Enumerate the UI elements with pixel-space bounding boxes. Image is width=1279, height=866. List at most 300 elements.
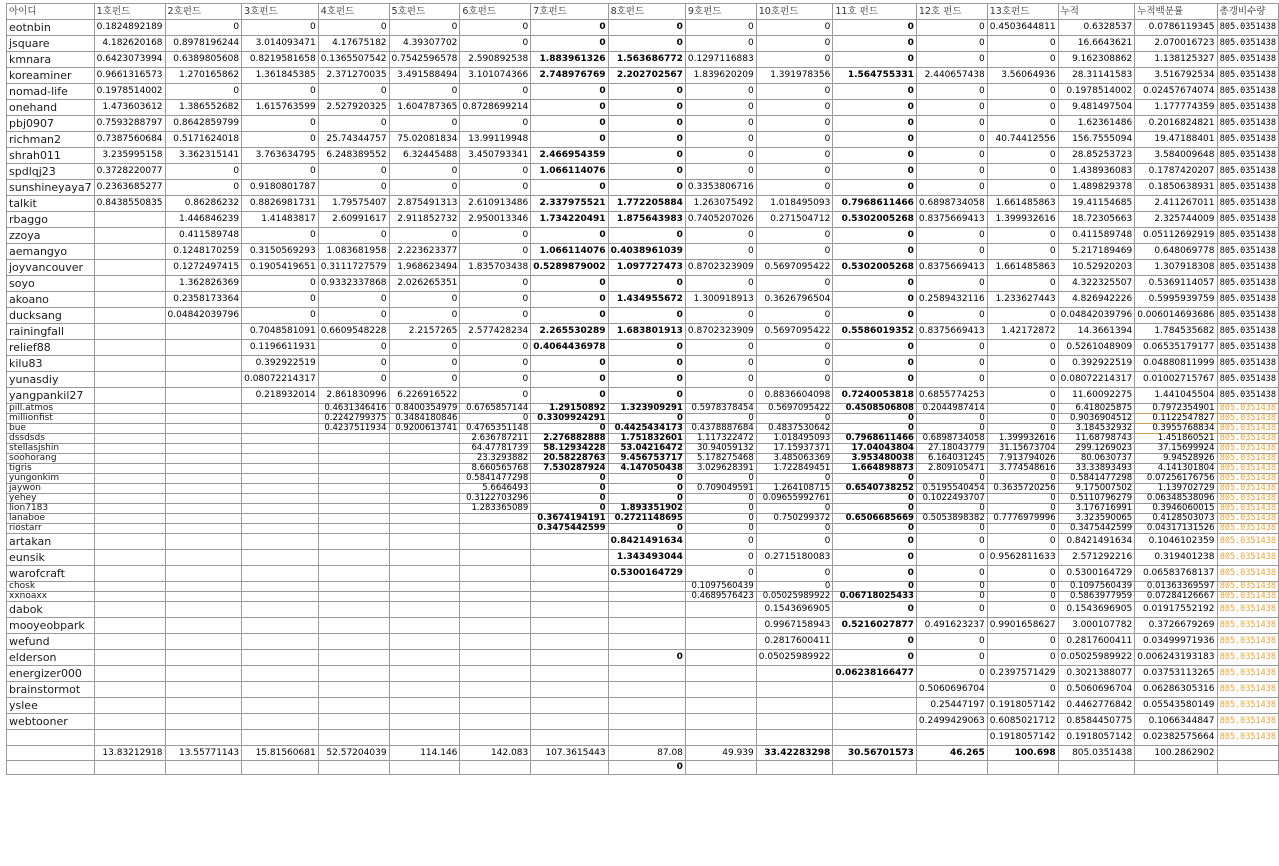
total-quantity-cell[interactable]: 805.0351438 (1217, 68, 1278, 84)
fund-value-cell[interactable]: 0 (531, 20, 608, 36)
fund-value-cell[interactable]: 0.5171624018 (165, 132, 242, 148)
fund-value-cell[interactable]: 0.5841477298 (460, 474, 531, 484)
fund-value-cell[interactable]: 7.530287924 (531, 464, 608, 474)
fund-value-cell[interactable]: 1.29150892 (531, 404, 608, 414)
user-id-cell[interactable]: rbaggo (7, 212, 95, 228)
total-quantity-cell[interactable]: 805.0351438 (1217, 414, 1278, 424)
fund-value-cell[interactable]: 0 (833, 308, 917, 324)
fund-value-cell[interactable]: 0.4378887684 (685, 424, 756, 434)
fund-value-cell[interactable] (94, 602, 165, 618)
total-quantity-cell[interactable]: 805.0351438 (1217, 388, 1278, 404)
user-id-cell[interactable]: koreaminer (7, 68, 95, 84)
fund-value-cell[interactable] (318, 474, 389, 484)
user-id-cell[interactable]: stellasjshin (7, 444, 95, 454)
fund-value-cell[interactable]: 0 (318, 292, 389, 308)
fund-value-cell[interactable]: 0 (531, 36, 608, 52)
cumulative-cell[interactable]: 0.411589748 (1058, 228, 1135, 244)
total-quantity-cell[interactable]: 805.0351438 (1217, 434, 1278, 444)
cumulative-percent-cell[interactable]: 4.141301804 (1135, 464, 1217, 474)
fund-value-cell[interactable]: 1.683801913 (608, 324, 685, 340)
fund-value-cell[interactable]: 0 (460, 228, 531, 244)
fund-value-cell[interactable]: 0.8375669413 (916, 212, 987, 228)
fund-value-cell[interactable]: 0 (987, 164, 1058, 180)
cumulative-cell[interactable]: 0.1543696905 (1058, 602, 1135, 618)
fund-value-cell[interactable]: 0 (987, 388, 1058, 404)
fund-value-cell[interactable]: 30.94059132 (685, 444, 756, 454)
fund-value-cell[interactable]: 0 (389, 340, 460, 356)
fund-value-cell[interactable] (165, 414, 242, 424)
fund-value-cell[interactable] (389, 666, 460, 682)
fund-value-cell[interactable]: 1.018495093 (756, 196, 833, 212)
fund-value-cell[interactable]: 0 (531, 474, 608, 484)
fund-value-cell[interactable]: 0 (608, 132, 685, 148)
fund-value-cell[interactable] (608, 682, 685, 698)
total-quantity-cell[interactable]: 805.0351438 (1217, 494, 1278, 504)
fund-value-cell[interactable]: 0 (987, 244, 1058, 260)
fund-value-cell[interactable]: 1.661485863 (987, 196, 1058, 212)
total-quantity-cell[interactable]: 805.0351438 (1217, 356, 1278, 372)
extra-cell[interactable] (389, 761, 460, 775)
user-id-cell[interactable]: jsquare (7, 36, 95, 52)
fund-value-cell[interactable]: 0.6506685669 (833, 514, 917, 524)
cumulative-percent-cell[interactable]: 0.02457674074 (1135, 84, 1217, 100)
total-quantity-cell[interactable]: 805.0351438 (1217, 308, 1278, 324)
fund-value-cell[interactable]: 0 (685, 550, 756, 566)
cumulative-cell[interactable]: 33.33893493 (1058, 464, 1135, 474)
fund-value-cell[interactable]: 0 (987, 148, 1058, 164)
fund-value-cell[interactable]: 1.361845385 (242, 68, 319, 84)
header-cell[interactable]: 6호펀드 (460, 4, 531, 20)
fund-value-cell[interactable] (165, 404, 242, 414)
header-cell[interactable]: 3호펀드 (242, 4, 319, 20)
fund-value-cell[interactable] (94, 682, 165, 698)
cumulative-cell[interactable]: 0.6328537 (1058, 20, 1135, 36)
cumulative-percent-cell[interactable]: 9.94528926 (1135, 454, 1217, 464)
fund-value-cell[interactable]: 0.3353806716 (685, 180, 756, 196)
fund-value-cell[interactable]: 0 (685, 36, 756, 52)
user-id-cell[interactable]: dabok (7, 602, 95, 618)
fund-value-cell[interactable]: 1.391978356 (756, 68, 833, 84)
fund-value-cell[interactable]: 0 (165, 20, 242, 36)
fund-value-cell[interactable]: 64.47781739 (460, 444, 531, 454)
fund-value-cell[interactable] (165, 650, 242, 666)
cumulative-cell[interactable]: 0.08072214317 (1058, 372, 1135, 388)
extra-cell[interactable] (94, 761, 165, 775)
fund-value-cell[interactable]: 0 (916, 100, 987, 116)
fund-value-cell[interactable]: 58.12934228 (531, 444, 608, 454)
fund-value-cell[interactable]: 1.835703438 (460, 260, 531, 276)
fund-value-cell[interactable]: 0 (242, 276, 319, 292)
fund-value-cell[interactable] (242, 434, 319, 444)
fund-value-cell[interactable]: 0 (608, 100, 685, 116)
cumulative-percent-cell[interactable]: 3.516792534 (1135, 68, 1217, 84)
fund-value-cell[interactable]: 0.06238166477 (833, 666, 917, 682)
fund-value-cell[interactable]: 1.734220491 (531, 212, 608, 228)
fund-value-cell[interactable] (94, 714, 165, 730)
user-id-cell[interactable]: nomad-life (7, 84, 95, 100)
fund-value-cell[interactable]: 0 (987, 308, 1058, 324)
fund-value-cell[interactable]: 0 (389, 356, 460, 372)
column-total-cell[interactable]: 13.83212918 (94, 746, 165, 761)
fund-value-cell[interactable]: 0 (833, 424, 917, 434)
total-quantity-cell[interactable]: 805.0351438 (1217, 196, 1278, 212)
fund-value-cell[interactable] (460, 514, 531, 524)
fund-value-cell[interactable]: 0 (916, 228, 987, 244)
fund-value-cell[interactable]: 0.8978196244 (165, 36, 242, 52)
fund-value-cell[interactable]: 0.9180801787 (242, 180, 319, 196)
fund-value-cell[interactable]: 0 (608, 484, 685, 494)
fund-value-cell[interactable]: 0 (756, 474, 833, 484)
fund-value-cell[interactable]: 40.74412556 (987, 132, 1058, 148)
total-quantity-cell[interactable]: 805.0351438 (1217, 698, 1278, 714)
fund-value-cell[interactable] (94, 592, 165, 602)
fund-value-cell[interactable]: 1.751832601 (608, 434, 685, 444)
fund-value-cell[interactable]: 0 (685, 244, 756, 260)
fund-value-cell[interactable] (531, 634, 608, 650)
cumulative-percent-cell[interactable]: 0.006243193183 (1135, 650, 1217, 666)
fund-value-cell[interactable]: 0.9661316573 (94, 68, 165, 84)
user-id-cell[interactable]: onehand (7, 100, 95, 116)
column-total-cell[interactable]: 100.698 (987, 746, 1058, 761)
extra-cell[interactable] (460, 761, 531, 775)
fund-value-cell[interactable]: 0 (833, 292, 917, 308)
fund-value-cell[interactable] (389, 504, 460, 514)
fund-value-cell[interactable]: 0 (460, 356, 531, 372)
cumulative-cell[interactable]: 0.5060696704 (1058, 682, 1135, 698)
fund-value-cell[interactable]: 0.709049591 (685, 484, 756, 494)
cumulative-percent-cell[interactable]: 0.04317131526 (1135, 524, 1217, 534)
fund-value-cell[interactable] (608, 602, 685, 618)
fund-value-cell[interactable]: 0.3150569293 (242, 244, 319, 260)
fund-value-cell[interactable]: 0 (916, 634, 987, 650)
fund-value-cell[interactable] (318, 698, 389, 714)
fund-value-cell[interactable]: 0.25447197 (916, 698, 987, 714)
fund-value-cell[interactable]: 0.6765857144 (460, 404, 531, 414)
fund-value-cell[interactable]: 0 (756, 276, 833, 292)
fund-value-cell[interactable] (242, 566, 319, 582)
fund-value-cell[interactable]: 0.1918057142 (987, 730, 1058, 746)
cumulative-cell[interactable]: 0.04842039796 (1058, 308, 1135, 324)
total-quantity-cell[interactable]: 805.0351438 (1217, 484, 1278, 494)
fund-value-cell[interactable]: 0 (987, 372, 1058, 388)
fund-value-cell[interactable]: 0 (318, 340, 389, 356)
cumulative-cell[interactable]: 0.2817600411 (1058, 634, 1135, 650)
fund-value-cell[interactable]: 1.883961326 (531, 52, 608, 68)
fund-value-cell[interactable]: 0.7593288797 (94, 116, 165, 132)
fund-value-cell[interactable] (165, 372, 242, 388)
fund-value-cell[interactable] (531, 730, 608, 746)
fund-value-cell[interactable]: 1.270165862 (165, 68, 242, 84)
total-quantity-cell[interactable]: 805.0351438 (1217, 504, 1278, 514)
fund-value-cell[interactable]: 1.399932616 (987, 434, 1058, 444)
fund-value-cell[interactable] (165, 340, 242, 356)
cumulative-percent-cell[interactable]: 0.05543580149 (1135, 698, 1217, 714)
fund-value-cell[interactable] (531, 618, 608, 634)
fund-value-cell[interactable]: 0.1824892189 (94, 20, 165, 36)
fund-value-cell[interactable]: 0 (318, 372, 389, 388)
cumulative-cell[interactable]: 0.05025989922 (1058, 650, 1135, 666)
fund-value-cell[interactable]: 2.371270035 (318, 68, 389, 84)
total-quantity-cell[interactable]: 805.0351438 (1217, 524, 1278, 534)
fund-value-cell[interactable] (94, 524, 165, 534)
fund-value-cell[interactable]: 0 (685, 132, 756, 148)
fund-value-cell[interactable]: 0.3728220077 (94, 164, 165, 180)
fund-value-cell[interactable]: 0 (685, 504, 756, 514)
column-total-cell[interactable]: 30.56701573 (833, 746, 917, 761)
fund-value-cell[interactable] (242, 618, 319, 634)
fund-value-cell[interactable]: 7.913794026 (987, 454, 1058, 464)
user-id-cell[interactable]: yehey (7, 494, 95, 504)
fund-value-cell[interactable] (389, 714, 460, 730)
total-quantity-cell[interactable]: 805.0351438 (1217, 164, 1278, 180)
fund-value-cell[interactable]: 0.1978514002 (94, 84, 165, 100)
fund-value-cell[interactable] (756, 666, 833, 682)
fund-value-cell[interactable]: 1.434955672 (608, 292, 685, 308)
fund-value-cell[interactable]: 0 (531, 228, 608, 244)
cumulative-percent-cell[interactable]: 0.3946060015 (1135, 504, 1217, 514)
fund-value-cell[interactable]: 3.763634795 (242, 148, 319, 164)
fund-value-cell[interactable]: 0 (318, 356, 389, 372)
cumulative-percent-cell[interactable]: 0.006014693686 (1135, 308, 1217, 324)
user-id-cell[interactable]: kilu83 (7, 356, 95, 372)
fund-value-cell[interactable]: 1.875643983 (608, 212, 685, 228)
fund-value-cell[interactable]: 1.233627443 (987, 292, 1058, 308)
fund-value-cell[interactable]: 0 (389, 164, 460, 180)
fund-value-cell[interactable] (242, 714, 319, 730)
fund-value-cell[interactable]: 0.4425434173 (608, 424, 685, 434)
cumulative-cell[interactable]: 19.41154685 (1058, 196, 1135, 212)
fund-value-cell[interactable]: 1.604787365 (389, 100, 460, 116)
cumulative-cell[interactable]: 3.184532932 (1058, 424, 1135, 434)
fund-value-cell[interactable]: 2.466954359 (531, 148, 608, 164)
fund-value-cell[interactable] (460, 650, 531, 666)
fund-value-cell[interactable] (608, 618, 685, 634)
fund-value-cell[interactable]: 0 (389, 292, 460, 308)
fund-value-cell[interactable]: 0 (833, 550, 917, 566)
cumulative-cell[interactable]: 80.0630737 (1058, 454, 1135, 464)
fund-value-cell[interactable]: 0 (685, 414, 756, 424)
fund-value-cell[interactable]: 0 (685, 228, 756, 244)
fund-value-cell[interactable]: 0.1248170259 (165, 244, 242, 260)
fund-value-cell[interactable]: 0.9562811633 (987, 550, 1058, 566)
total-quantity-cell[interactable]: 805.0351438 (1217, 244, 1278, 260)
fund-value-cell[interactable] (165, 566, 242, 582)
fund-value-cell[interactable] (165, 388, 242, 404)
cumulative-percent-cell[interactable]: 2.325744009 (1135, 212, 1217, 228)
fund-value-cell[interactable]: 0 (531, 494, 608, 504)
fund-value-cell[interactable]: 0 (833, 228, 917, 244)
cumulative-percent-cell[interactable]: 0.4128503073 (1135, 514, 1217, 524)
fund-value-cell[interactable]: 0 (987, 84, 1058, 100)
fund-value-cell[interactable]: 0.5978378454 (685, 404, 756, 414)
fund-value-cell[interactable]: 0 (916, 650, 987, 666)
cumulative-percent-cell[interactable]: 0.3726679269 (1135, 618, 1217, 634)
fund-value-cell[interactable]: 0 (756, 340, 833, 356)
fund-value-cell[interactable] (242, 444, 319, 454)
fund-value-cell[interactable] (165, 464, 242, 474)
fund-value-cell[interactable]: 0.3111727579 (318, 260, 389, 276)
cumulative-percent-cell[interactable]: 1.451860521 (1135, 434, 1217, 444)
fund-value-cell[interactable]: 0 (916, 180, 987, 196)
fund-value-cell[interactable]: 0 (916, 666, 987, 682)
fund-value-cell[interactable] (242, 484, 319, 494)
fund-value-cell[interactable]: 0 (987, 100, 1058, 116)
fund-value-cell[interactable]: 0 (165, 84, 242, 100)
fund-value-cell[interactable]: 0.3122703296 (460, 494, 531, 504)
fund-value-cell[interactable]: 0 (916, 474, 987, 484)
fund-value-cell[interactable] (608, 592, 685, 602)
cumulative-cell[interactable]: 1.489829378 (1058, 180, 1135, 196)
fund-value-cell[interactable]: 0 (833, 180, 917, 196)
total-quantity-cell[interactable]: 805.0351438 (1217, 550, 1278, 566)
cumulative-cell[interactable]: 1.438936083 (1058, 164, 1135, 180)
fund-value-cell[interactable]: 2.861830996 (318, 388, 389, 404)
fund-value-cell[interactable]: 0.2499429063 (916, 714, 987, 730)
extra-cell[interactable] (242, 761, 319, 775)
cumulative-percent-cell[interactable]: 0.06348538096 (1135, 494, 1217, 504)
total-quantity-cell[interactable]: 805.0351438 (1217, 682, 1278, 698)
fund-value-cell[interactable]: 1.018495093 (756, 434, 833, 444)
fund-value-cell[interactable] (389, 444, 460, 454)
fund-value-cell[interactable]: 0 (833, 566, 917, 582)
fund-value-cell[interactable]: 0 (242, 228, 319, 244)
fund-value-cell[interactable]: 0.8421491634 (608, 534, 685, 550)
user-id-cell[interactable]: millionfist (7, 414, 95, 424)
fund-value-cell[interactable]: 0 (756, 228, 833, 244)
cumulative-cell[interactable]: 1.62361486 (1058, 116, 1135, 132)
cumulative-percent-cell[interactable]: 0.01002715767 (1135, 372, 1217, 388)
column-total-cell[interactable]: 49.939 (685, 746, 756, 761)
fund-value-cell[interactable]: 0 (916, 340, 987, 356)
fund-value-cell[interactable]: 0 (987, 228, 1058, 244)
fund-value-cell[interactable]: 0 (685, 100, 756, 116)
fund-value-cell[interactable]: 2.223623377 (389, 244, 460, 260)
fund-value-cell[interactable] (318, 592, 389, 602)
fund-value-cell[interactable] (242, 602, 319, 618)
fund-value-cell[interactable]: 3.953480038 (833, 454, 917, 464)
fund-value-cell[interactable]: 0.7048581091 (242, 324, 319, 340)
user-id-cell[interactable]: ducksang (7, 308, 95, 324)
fund-value-cell[interactable] (94, 414, 165, 424)
fund-value-cell[interactable]: 0.4689576423 (685, 592, 756, 602)
total-quantity-cell[interactable]: 805.0351438 (1217, 276, 1278, 292)
fund-value-cell[interactable] (165, 474, 242, 484)
fund-value-cell[interactable] (94, 454, 165, 464)
fund-value-cell[interactable] (389, 566, 460, 582)
header-cell[interactable]: 13호펀드 (987, 4, 1058, 20)
extra-cell[interactable] (987, 761, 1058, 775)
fund-value-cell[interactable]: 1.386552682 (165, 100, 242, 116)
fund-value-cell[interactable]: 0 (987, 602, 1058, 618)
fund-value-cell[interactable]: 0.1543696905 (756, 602, 833, 618)
user-id-cell[interactable]: zzoya (7, 228, 95, 244)
header-cell[interactable]: 2호펀드 (165, 4, 242, 20)
fund-value-cell[interactable]: 2.2157265 (389, 324, 460, 340)
fund-value-cell[interactable]: 0 (916, 164, 987, 180)
fund-value-cell[interactable] (165, 666, 242, 682)
fund-value-cell[interactable]: 2.911852732 (389, 212, 460, 228)
header-cell[interactable]: 누적 (1058, 4, 1135, 20)
fund-value-cell[interactable]: 1.362826369 (165, 276, 242, 292)
fund-value-cell[interactable]: 0 (242, 20, 319, 36)
fund-value-cell[interactable]: 4.182620168 (94, 36, 165, 52)
extra-cell[interactable]: 0 (608, 761, 685, 775)
fund-value-cell[interactable] (242, 454, 319, 464)
fund-value-cell[interactable]: 0 (916, 244, 987, 260)
fund-value-cell[interactable]: 0 (833, 84, 917, 100)
fund-value-cell[interactable]: 0 (756, 148, 833, 164)
fund-value-cell[interactable] (389, 534, 460, 550)
fund-value-cell[interactable]: 0 (608, 650, 685, 666)
user-id-cell[interactable]: relief88 (7, 340, 95, 356)
fund-value-cell[interactable]: 0 (460, 308, 531, 324)
cumulative-percent-cell[interactable]: 0.05112692919 (1135, 228, 1217, 244)
fund-value-cell[interactable]: 0.6389805608 (165, 52, 242, 68)
cumulative-percent-cell[interactable]: 0.07284126667 (1135, 592, 1217, 602)
user-id-cell[interactable]: brainstormot (7, 682, 95, 698)
total-quantity-cell[interactable]: 805.0351438 (1217, 618, 1278, 634)
fund-value-cell[interactable]: 0.2721148695 (608, 514, 685, 524)
fund-value-cell[interactable]: 0 (833, 582, 917, 592)
fund-value-cell[interactable]: 0.411589748 (165, 228, 242, 244)
fund-value-cell[interactable]: 1.083681958 (318, 244, 389, 260)
total-quantity-cell[interactable]: 805.0351438 (1217, 404, 1278, 414)
fund-value-cell[interactable]: 0 (389, 228, 460, 244)
fund-value-cell[interactable]: 1.343493044 (608, 550, 685, 566)
fund-value-cell[interactable]: 0 (756, 20, 833, 36)
fund-value-cell[interactable]: 0 (916, 148, 987, 164)
fund-value-cell[interactable]: 0 (756, 582, 833, 592)
cumulative-percent-cell[interactable]: 1.177774359 (1135, 100, 1217, 116)
user-id-cell[interactable]: aemangyo (7, 244, 95, 260)
fund-value-cell[interactable]: 0 (389, 84, 460, 100)
cumulative-cell[interactable]: 0.3021388077 (1058, 666, 1135, 682)
fund-value-cell[interactable] (460, 602, 531, 618)
cumulative-cell[interactable]: 0.1918057142 (1058, 730, 1135, 746)
fund-value-cell[interactable]: 0 (987, 404, 1058, 414)
fund-value-cell[interactable] (389, 494, 460, 504)
fund-value-cell[interactable] (389, 582, 460, 592)
cumulative-cell[interactable]: 11.60092275 (1058, 388, 1135, 404)
user-id-cell[interactable]: talkit (7, 196, 95, 212)
fund-value-cell[interactable]: 0.5697095422 (756, 324, 833, 340)
fund-value-cell[interactable]: 0 (756, 36, 833, 52)
cumulative-cell[interactable]: 0.5300164729 (1058, 566, 1135, 582)
cumulative-cell[interactable]: 14.3661394 (1058, 324, 1135, 340)
extra-cell[interactable] (165, 761, 242, 775)
fund-value-cell[interactable]: 0.3674194191 (531, 514, 608, 524)
fund-value-cell[interactable]: 6.248389552 (318, 148, 389, 164)
fund-value-cell[interactable]: 0.4508506808 (833, 404, 917, 414)
total-quantity-cell[interactable]: 805.0351438 (1217, 534, 1278, 550)
fund-value-cell[interactable] (318, 494, 389, 504)
fund-value-cell[interactable]: 1.097727473 (608, 260, 685, 276)
fund-value-cell[interactable]: 0 (318, 308, 389, 324)
fund-value-cell[interactable] (389, 634, 460, 650)
fund-value-cell[interactable] (242, 424, 319, 434)
fund-value-cell[interactable]: 0.1272497415 (165, 260, 242, 276)
cumulative-cell[interactable]: 4.322325507 (1058, 276, 1135, 292)
fund-value-cell[interactable]: 0 (318, 20, 389, 36)
fund-value-cell[interactable]: 0 (318, 228, 389, 244)
total-quantity-cell[interactable]: 805.0351438 (1217, 372, 1278, 388)
header-cell[interactable]: 총갱비수량 (1217, 4, 1278, 20)
fund-value-cell[interactable]: 27.18043779 (916, 444, 987, 454)
totals-label-cell[interactable] (7, 746, 95, 761)
fund-value-cell[interactable] (531, 592, 608, 602)
fund-value-cell[interactable] (460, 634, 531, 650)
fund-value-cell[interactable]: 0.2358173364 (165, 292, 242, 308)
